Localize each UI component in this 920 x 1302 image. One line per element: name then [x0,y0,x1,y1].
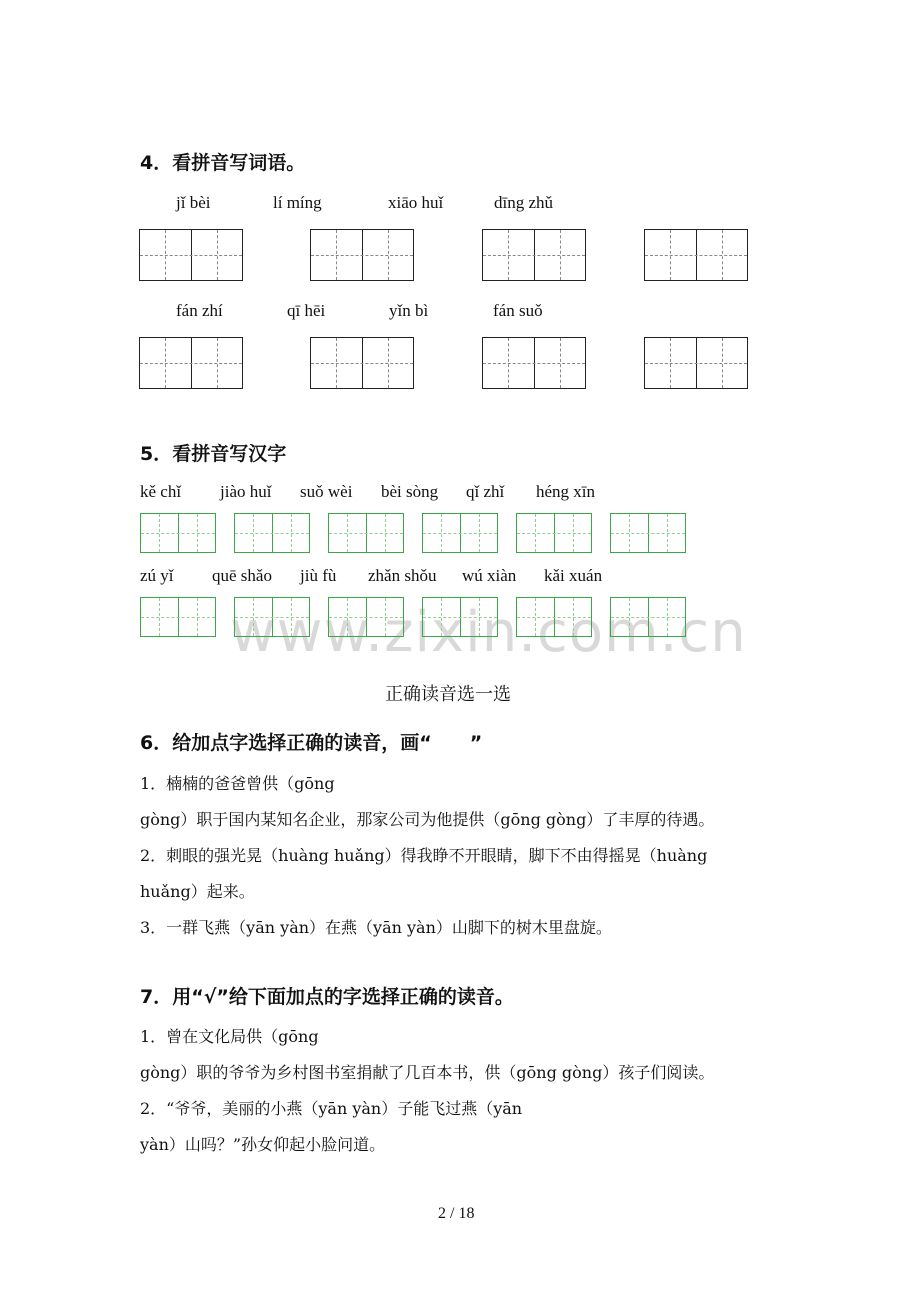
writing-box[interactable] [516,597,592,637]
q5-pinyin-1: kě chǐ [140,482,182,501]
writing-box[interactable] [610,513,686,553]
q4-pinyin-5: fán zhí [176,301,223,320]
q6-line-5: 3．一群飞燕（yān yàn）在燕（yān yàn）山脚下的树木里盘旋。 [140,918,612,937]
q5-pinyin-9: jiù fù [300,566,337,585]
writing-box[interactable] [422,513,498,553]
q7-line-1: 1．曾在文化局供（gōng [140,1027,319,1046]
q4-pinyin-2: lí míng [273,193,322,212]
q4-pinyin-1: jǐ bèi [176,193,211,212]
q5-pinyin-8: quē shǎo [212,566,272,585]
q5-pinyin-6: héng xīn [536,482,596,501]
q6-line-2: gòng）职于国内某知名企业，那家公司为他提供（gōng gòng）了丰厚的待遇。 [140,810,715,829]
q7-line-4: yàn）山吗？”孙女仰起小脸问道。 [140,1135,386,1154]
writing-box[interactable] [482,229,586,281]
writing-box[interactable] [140,597,216,637]
q5-pinyin-7: zú yǐ [140,566,174,585]
writing-box[interactable] [139,229,243,281]
writing-box[interactable] [139,337,243,389]
writing-box[interactable] [644,337,748,389]
watermark: www.zixin.com.cn [230,600,747,665]
q4-pinyin-3: xiāo huǐ [388,193,444,212]
section-title: 正确读音选一选 [385,684,511,705]
writing-box[interactable] [482,337,586,389]
q4-title: 4．看拼音写词语。 [140,152,306,174]
writing-box[interactable] [140,513,216,553]
q5-pinyin-3: suǒ wèi [300,482,353,501]
q7-line-3: 2．“爷爷，美丽的小燕（yān yàn）子能飞过燕（yān [140,1099,523,1118]
q6-title: 6．给加点字选择正确的读音，画“ ” [140,732,483,754]
writing-box[interactable] [310,229,414,281]
q5-pinyin-5: qǐ zhǐ [466,482,505,501]
q5-pinyin-12: kǎi xuán [544,566,603,585]
writing-box[interactable] [234,513,310,553]
q5-pinyin-11: wú xiàn [462,566,517,585]
q4-pinyin-4: dīng zhǔ [494,193,554,212]
q7-line-2: gòng）职的爷爷为乡村图书室捐献了几百本书，供（gōng gòng）孩子们阅读。 [140,1063,715,1082]
writing-box[interactable] [310,337,414,389]
writing-box[interactable] [234,597,310,637]
q4-pinyin-8: fán suǒ [493,301,543,320]
q5-title: 5．看拼音写汉字 [140,443,287,465]
q5-pinyin-2: jiào huǐ [220,482,272,501]
q6-line-4: huǎng）起来。 [140,882,255,901]
writing-box[interactable] [516,513,592,553]
writing-box[interactable] [328,597,404,637]
q6-line-3: 2．刺眼的强光晃（huàng huǎng）得我睁不开眼睛，脚下不由得摇晃（huàng [140,846,708,865]
writing-box[interactable] [610,597,686,637]
q4-pinyin-6: qī hēi [287,301,326,320]
q5-pinyin-10: zhǎn shǒu [368,566,437,585]
page-number: 2 / 18 [438,1205,475,1222]
q5-pinyin-4: bèi sòng [381,482,439,501]
q6-line-1: 1．楠楠的爸爸曾供（gōng [140,774,335,793]
writing-box[interactable] [328,513,404,553]
writing-box[interactable] [422,597,498,637]
q7-title: 7．用“√”给下面加点的字选择正确的读音。 [140,986,514,1008]
writing-box[interactable] [644,229,748,281]
q4-pinyin-7: yǐn bì [389,301,429,320]
